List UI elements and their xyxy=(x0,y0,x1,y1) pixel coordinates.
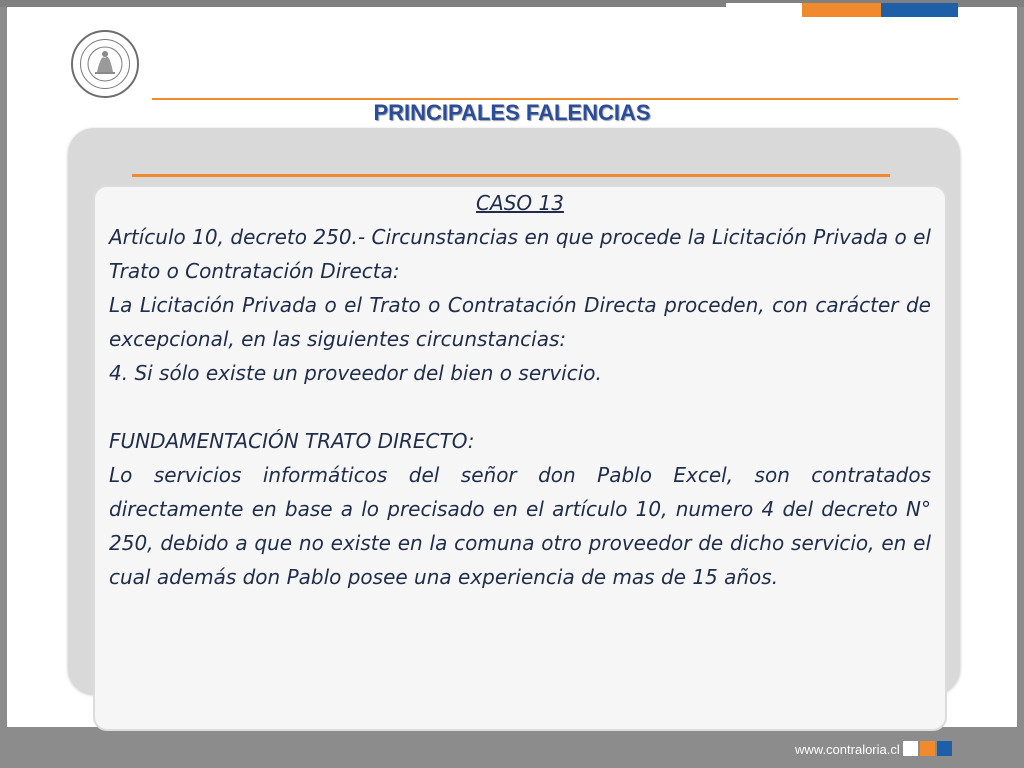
frame-accent-line xyxy=(132,174,890,177)
fundamentacion-body: Lo servicios informáticos del señor don Pablo Excel, son contratados directamente en base a lo precisado en el artículo 10, numero 4 del decreto N° 250, debido a que no existe en la comuna otro proveedor de dicho servicio, en el cual además don Pablo posee una experiencia de mas de 15 años. xyxy=(109,463,931,589)
article-body: La Licitación Privada o el Trato o Contratación Directa proceden, con carácter de excepcional, en las siguientes circunstancias: xyxy=(109,293,931,351)
article-heading: Artículo 10, decreto 250.- Circunstancias en que procede la Licitación Privada o el Trato o Contratación Directa: xyxy=(109,225,931,283)
case-title: CASO 13 xyxy=(476,191,564,215)
footer-square-blue xyxy=(937,741,952,756)
article-item: 4. Si sólo existe un proveedor del bien o servicio. xyxy=(109,361,602,385)
corner-accent-blue xyxy=(881,3,958,17)
case-text-block xyxy=(109,186,931,594)
footer-square-orange xyxy=(920,741,935,756)
contraloria-seal-icon xyxy=(71,30,139,98)
paragraph-spacer xyxy=(109,390,931,424)
fundamentacion-heading: FUNDAMENTACIÓN TRATO DIRECTO: xyxy=(109,429,475,453)
footer-square-white xyxy=(903,741,918,756)
page-title: PRINCIPALES FALENCIAS xyxy=(373,100,651,125)
seal-inner-ring xyxy=(80,39,130,89)
corner-accent-white xyxy=(726,3,802,7)
footer-website-link[interactable]: www.contraloria.cl xyxy=(795,742,900,757)
corner-accent-orange xyxy=(802,3,881,17)
